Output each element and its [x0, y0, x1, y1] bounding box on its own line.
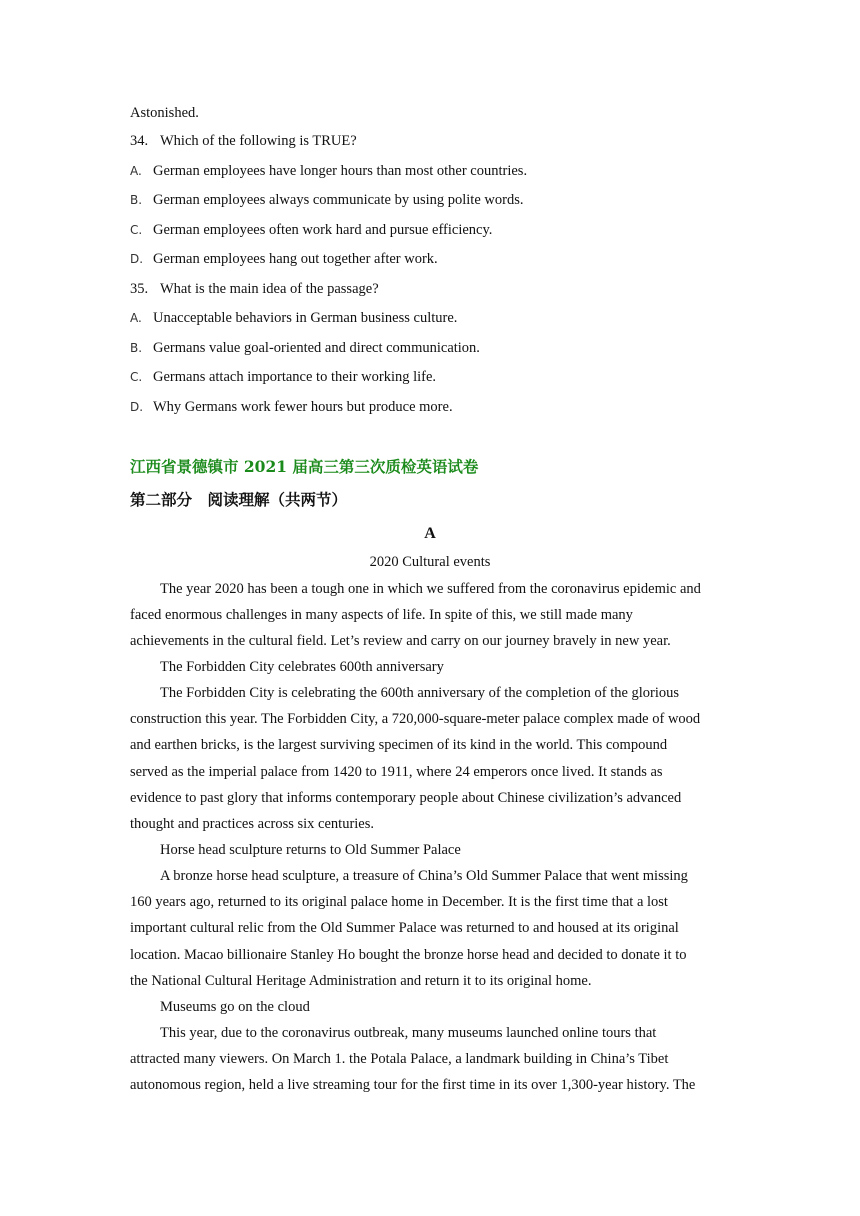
answer-fragment: Astonished.: [130, 105, 199, 121]
option-34d: [130, 249, 438, 269]
option-letter: B.: [130, 193, 143, 207]
body-line: achievements in the cultural field. Let’s review and carry on our journey bravely in new year.: [130, 633, 671, 649]
body-line: construction this year. The Forbidden City, a 720,000-square-meter palace complex made of wood: [130, 711, 701, 727]
option-text: German employees often work hard and pursue efficiency.: [153, 222, 493, 238]
option-letter: D.: [130, 400, 144, 414]
body-line: 160 years ago, returned to its original palace home in December. It is the first time that a lost: [130, 894, 668, 910]
question-34: [130, 131, 357, 151]
option-35c: [130, 367, 436, 387]
body-line: A bronze horse head sculpture, a treasure of China’s Old Summer Palace that went missing: [160, 868, 688, 884]
question-35: [130, 279, 379, 299]
body-line: attracted many viewers. On March 1. the Potala Palace, a landmark building in China’s Tibet: [130, 1051, 669, 1067]
body-line: served as the imperial palace from 1420 to 1911, where 24 emperors once lived. It stands as: [130, 764, 663, 780]
option-letter: C.: [130, 370, 143, 384]
subheading-horse-head: Horse head sculpture returns to Old Summer Palace: [160, 842, 461, 858]
option-text: Why Germans work fewer hours but produce more.: [153, 399, 453, 415]
option-35a: [130, 308, 457, 328]
body-line: The year 2020 has been a tough one in which we suffered from the coronavirus epidemic and: [160, 581, 701, 597]
option-text: Germans attach importance to their working life.: [153, 369, 437, 385]
exam-title: 江西省景德镇市 2021 届高三第三次质检英语试卷: [130, 457, 479, 476]
option-letter: B.: [130, 341, 143, 355]
option-letter: A.: [130, 311, 142, 325]
body-line: autonomous region, held a live streaming tour for the first time in its over 1,300-year history. The: [130, 1077, 696, 1093]
option-35b: [130, 338, 480, 358]
option-35d: [130, 397, 453, 417]
section-letter: A: [424, 525, 436, 542]
option-34a: [130, 161, 527, 181]
question-number: 34.: [130, 133, 149, 149]
body-line: location. Macao billionaire Stanley Ho bought the bronze horse head and decided to donate it to: [130, 947, 687, 963]
body-line: The Forbidden City is celebrating the 600th anniversary of the completion of the glorious: [160, 685, 680, 701]
option-letter: A.: [130, 164, 142, 178]
body-line: evidence to past glory that informs contemporary people about Chinese civilization’s advanced: [130, 790, 682, 806]
body-line: This year, due to the coronavirus outbreak, many museums launched online tours that: [160, 1025, 657, 1041]
option-text: German employees hang out together after work.: [153, 251, 438, 267]
question-text: Which of the following is TRUE?: [160, 133, 357, 149]
option-letter: D.: [130, 252, 144, 266]
option-text: German employees have longer hours than most other countries.: [153, 163, 528, 179]
body-line: the National Cultural Heritage Administration and return it to its original home.: [130, 973, 592, 989]
option-text: Unacceptable behaviors in German business culture.: [153, 310, 458, 326]
option-letter: C.: [130, 223, 143, 237]
part-title: 第二部分 阅读理解（共两节）: [130, 490, 348, 509]
body-line: and earthen bricks, is the largest surviving specimen of its kind in the world. This compound: [130, 737, 668, 753]
subheading-forbidden-city: The Forbidden City celebrates 600th anniversary: [160, 659, 444, 675]
option-text: German employees always communicate by using polite words.: [153, 192, 524, 208]
article-title: 2020 Cultural events: [369, 554, 491, 570]
option-34c: [130, 220, 492, 240]
option-34b: [130, 190, 523, 210]
question-text: What is the main idea of the passage?: [160, 281, 379, 297]
question-number: 35.: [130, 281, 149, 297]
body-line: thought and practices across six centuries.: [130, 816, 375, 832]
option-text: Germans value goal-oriented and direct communication.: [153, 340, 480, 356]
body-line: important cultural relic from the Old Summer Palace was returned to and housed at its original: [130, 920, 679, 936]
subheading-museums: Museums go on the cloud: [160, 999, 310, 1015]
body-line: faced enormous challenges in many aspects of life. In spite of this, we still made many: [130, 607, 633, 623]
